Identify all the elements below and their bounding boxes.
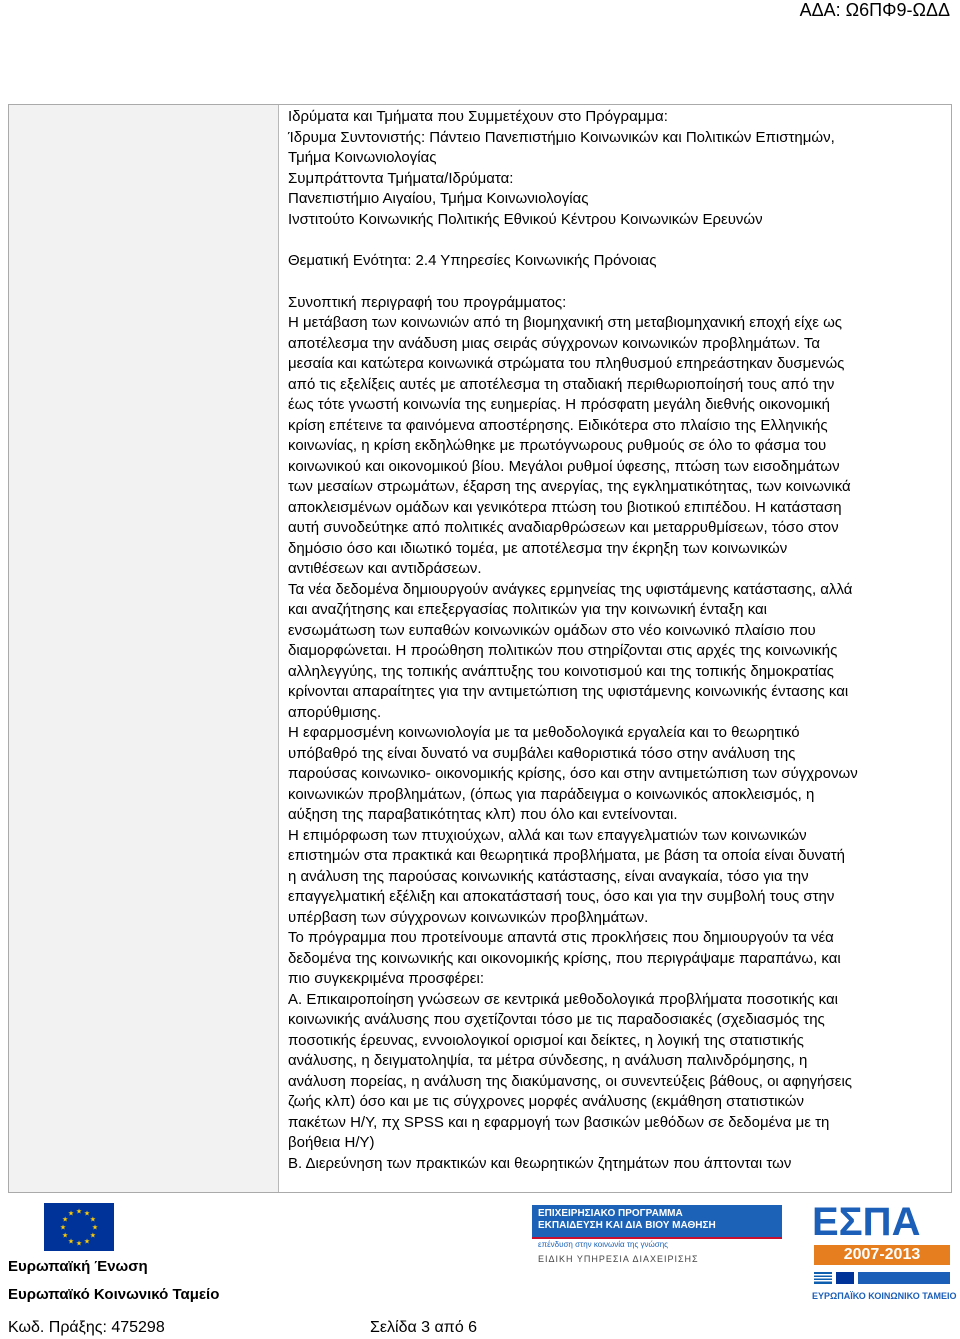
description-line: αλληλεγγύης, της τοπικής ανάπτυξης του κοινοτισμού και της τοπικής δημοκρατίας xyxy=(288,662,834,680)
description-block xyxy=(288,293,948,1175)
description-line: υπέρβαση των σύγχρονων κοινωνικών προβλημάτων. xyxy=(288,908,649,926)
description-line: επιστημών στα πρακτικά και θεωρητικά προβλήματα, με βάση τα οποία είναι δυνατή xyxy=(288,847,846,864)
description-line: κοινωνικών προβλημάτων, (όπως για παράδειγμα ο κοινωνικός αποκλεισμός, η xyxy=(288,785,815,803)
banner-line-1: ΕΠΙΧΕΙΡΗΣΙΑΚΟ ΠΡΟΓΡΑΜΜΑ xyxy=(538,1208,683,1219)
banner-line-2: ΕΚΠΑΙΔΕΥΣΗ ΚΑΙ ΔΙΑ ΒΙΟΥ ΜΑΘΗΣΗ xyxy=(538,1220,716,1231)
eu-star-icon: ★ xyxy=(75,1240,83,1248)
description-line: απορύθμισης. xyxy=(288,703,382,721)
description-line: Α. Επικαιροποίηση γνώσεων σε κεντρικά μεθοδολογικά προβλήματα ποσοτικής και xyxy=(288,990,838,1008)
eu-star-icon: ★ xyxy=(67,1210,75,1218)
description-line: επαγγελματική εξέλιξη και αποκατάστασή τους, όσο και για την συμβολή τους στην xyxy=(288,888,835,905)
description-line: διαμορφώνεται. Η προώθηση πολιτικών που στηρίζονται στις αρχές της κοινωνικής xyxy=(288,642,838,659)
project-code: Κωδ. Πράξης: 475298 xyxy=(8,1319,165,1336)
banner-bottom: ΕΙΔΙΚΗ ΥΠΗΡΕΣΙΑ ΔΙΑΧΕΙΡΙΣΗΣ xyxy=(538,1254,699,1264)
description-line: Τα νέα δεδομένα δημιουργούν ανάγκες ερμηνείας της υφιστάμενης κατάστασης, αλλά xyxy=(288,580,853,598)
description-line: ζωής κλπ) όσο και με τις σύγχρονες μορφές ανάλυσης (εκμάθηση στατιστικών xyxy=(288,1093,805,1110)
description-line: και αναζήτησης και επεξεργασίας πολιτικών για την κοινωνική ένταξη και xyxy=(288,601,768,618)
description-line: Β. Διερεύνηση των πρακτικών και θεωρητικών ζητημάτων που άπτονται των xyxy=(288,1154,792,1172)
description-line: υπόβαθρό της είναι δυνατό να συμβάλει καθοριστικά τόσο στην ανάλυση της xyxy=(288,744,796,762)
description-line: Η εφαρμοσμένη κοινωνιολογία με τα μεθοδολογικά εργαλεία και το θεωρητικό xyxy=(288,724,800,741)
espa-word: ΕΣΠΑ xyxy=(812,1200,921,1244)
participants-line: Τμήμα Κοινωνιολογίας xyxy=(288,149,437,166)
description-line: κοινωνικού και οικονομικού βίου. Μεγάλοι ρυθμοί ύφεσης, πτώση των εισοδημάτων xyxy=(288,457,840,475)
description-line: ενσωμάτωση των ευπαθών κοινωνικών ομάδων στο νέο κοινωνικό πλαίσιο που xyxy=(288,621,816,639)
participants-line: Ιδρύματα και Τμήματα που Συμμετέχουν στο Πρόγραμμα: xyxy=(288,108,668,125)
eu-small-flag-icon xyxy=(836,1272,854,1284)
description-line: από τις εξελίξεις αυτές με αποτέλεσμα τη σταδιακή περιθωριοποίησή τους από την xyxy=(288,375,835,393)
banner-line-3: επένδυση στην κοινωνία της γνώσης xyxy=(538,1240,669,1249)
description-line: ανάλυση πορείας, η ανάλυση της διακύμανσης, οι συνεντεύξεις βάθους, οι αφηγήσεις xyxy=(288,1072,853,1090)
eu-star-icon: ★ xyxy=(83,1210,91,1218)
description-line: κρίνονται απαραίτητες για την αντιμετώπιση της υφιστάμενης κοινωνικής έντασης και xyxy=(288,683,849,700)
eu-star-icon: ★ xyxy=(61,1232,69,1240)
eu-star-icon: ★ xyxy=(89,1216,97,1224)
description-line: έως τότε γνωστή κοινωνία της ευημερίας. Η πρόσφατη μεγάλη διεθνής οικονομική xyxy=(288,396,831,413)
description-line: κρίση επέτεινε τα φαινόμενα αποστέρησης. Ειδικότερα στο πλαίσιο της Ελληνικής xyxy=(288,416,828,434)
description-line: παρούσας κοινωνικο- οικονομικής κρίσης, όσο και στην αντιμετώπιση των σύγχρονων xyxy=(288,765,858,782)
eu-star-icon: ★ xyxy=(83,1238,91,1246)
participants-line: Πανεπιστήμιο Αιγαίου, Τμήμα Κοινωνιολογίας xyxy=(288,190,589,207)
description-line: των μεσαίων στρωμάτων, έξαρση της ανεργίας, της εγκληματικότητας, των κοινωνικά xyxy=(288,478,851,495)
description-line: πακέτων Η/Υ, πχ SPSS και η εφαρμογή των βασικών μεθόδων σε δεδομένα με τη xyxy=(288,1113,830,1131)
participants-line: Συμπράττοντα Τμήματα/Ιδρύματα: xyxy=(288,169,514,187)
eu-social-fund-label: Ευρωπαϊκό Κοινωνικό Ταμείο xyxy=(8,1286,220,1303)
eu-star-icon: ★ xyxy=(91,1224,99,1232)
description-line: η ανάλυση της παρούσας κοινωνικής κατάστασης, είναι αναγκαία, τόσο για την xyxy=(288,867,809,885)
description-line: δεδομένα της κοινωνικής και οικονομικής κρίσης, που περιγράψαμε παραπάνω, και xyxy=(288,949,841,967)
participants-line: Ίδρυμα Συντονιστής: Πάντειο Πανεπιστήμιο Κοινωνικών και Πολιτικών Επιστημών, xyxy=(288,128,835,146)
eu-star-icon: ★ xyxy=(61,1216,69,1224)
description-line: αποτέλεσμα την ανάδυση μιας σειράς σύγχρονων κοινωνικών προβλημάτων. Τα xyxy=(288,334,821,352)
description-line: μεσαία και κατώτερα κοινωνικά στρώματα του πληθυσμού επηρεάστηκαν δυσμενώς xyxy=(288,355,845,372)
description-line: Η επιμόρφωση των πτυχιούχων, αλλά και των επαγγελματιών των κοινωνικών xyxy=(288,826,807,844)
description-line: αντιθέσεων και αντιδράσεων. xyxy=(288,560,482,577)
eu-union-label: Ευρωπαϊκή Ένωση xyxy=(8,1258,148,1275)
description-line: ανάλυσης, η δειγματοληψία, τα μέτρα σύνδεσης, η ανάλυση παλινδρόμησης, η xyxy=(288,1052,808,1069)
description-line: αυτή συνοδεύτηκε από πολιτικές αναδιαρθρώσεων και μεταρρυθμίσεων, τόσο στον xyxy=(288,519,839,536)
eu-star-icon: ★ xyxy=(67,1238,75,1246)
description-line: Το πρόγραμμα που προτείνουμε απαντά στις προκλήσεις που δημιουργούν τα νέα xyxy=(288,929,834,946)
page-indicator: Σελίδα 3 από 6 xyxy=(370,1319,478,1336)
document-body xyxy=(288,105,948,1174)
description-line: αύξηση της παραβατικότητας κλπ) που όλο και εντείνονται. xyxy=(288,806,678,823)
description-line: αποκλεισμένων ομάδων και γενικότερα πτώση του βιοτικού επιπέδου. Η κατάσταση xyxy=(288,498,842,516)
banner-top xyxy=(532,1205,782,1237)
left-cell xyxy=(9,105,279,1192)
participants-line: Ινστιτούτο Κοινωνικής Πολιτικής Εθνικού Κέντρου Κοινωνικών Ερευνών xyxy=(288,210,763,228)
description-line: ποσοτικής έρευνας, εννοιολογικοί ορισμοί και δείκτες, η λογική της στατιστικής xyxy=(288,1031,804,1049)
document-table xyxy=(8,104,952,1193)
thematic-unit: Θεματική Ενότητα: 2.4 Υπηρεσίες Κοινωνικής Πρόνοιας xyxy=(288,252,657,269)
description-line: κοινωνίας, η κρίση εκδηλώθηκε με πρωτόγνωρους ρυθμούς σε όλο το φάσμα του xyxy=(288,437,827,454)
eu-flag-icon xyxy=(44,1203,114,1251)
ada-code: ΑΔΑ: Ω6ΠΦ9-ΩΔΔ xyxy=(799,0,950,20)
eu-star-icon: ★ xyxy=(75,1208,83,1216)
footer xyxy=(0,1195,960,1339)
espa-years: 2007-2013 xyxy=(814,1245,950,1265)
espa-logo xyxy=(812,1200,957,1305)
description-line: δημόσιο όσο και ιδιωτικό τομέα, με αποτέλεσμα την έκρηξη των κοινωνικών xyxy=(288,539,788,557)
description-line: πιο συγκεκριμένα προσφέρει: xyxy=(288,970,484,987)
description-line: κοινωνικής ανάλυσης που σχετίζονται τόσο με τις παραδοσιακές (σχεδιασμός της xyxy=(288,1011,825,1028)
eu-star-icon: ★ xyxy=(59,1224,67,1232)
description-line: βοήθεια Η/Υ) xyxy=(288,1134,375,1151)
description-line: Συνοπτική περιγραφή του προγράμματος: xyxy=(288,293,567,311)
operational-program-banner xyxy=(532,1205,782,1265)
participants-block xyxy=(288,107,948,230)
eu-star-icon: ★ xyxy=(89,1232,97,1240)
description-line: Η μετάβαση των κοινωνιών από τη βιομηχανική στη μεταβιομηχανική εποχή είχε ως xyxy=(288,314,843,331)
flags-icon xyxy=(814,1271,950,1285)
espa-caption: ΕΥΡΩΠΑΪΚΟ ΚΟΙΝΩΝΙΚΟ ΤΑΜΕΙΟ xyxy=(812,1291,957,1301)
